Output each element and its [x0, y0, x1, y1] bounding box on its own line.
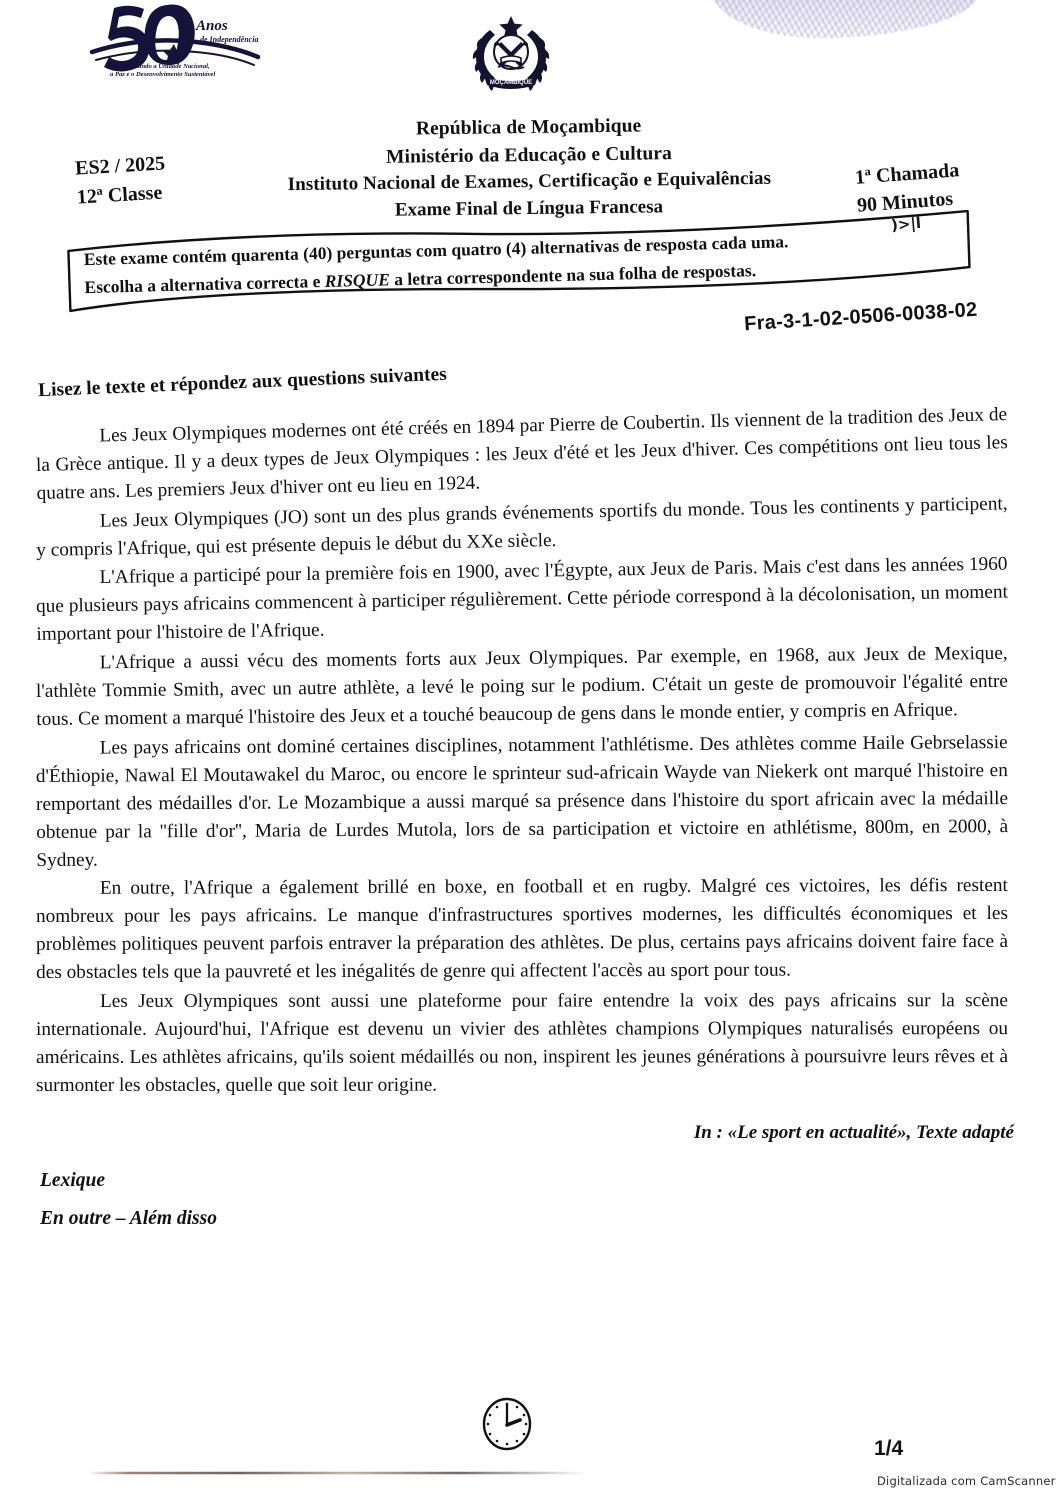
- camscanner-watermark: Digitalizada com CamScanner: [877, 1474, 1056, 1488]
- reading-passage: [35, 404, 1009, 1100]
- document-code: Fra-3-1-02-0506-0038-02: [743, 298, 979, 336]
- instruction-line-2-part-b: a letra correspondente na sua folha de respostas.: [389, 260, 757, 290]
- mozambique-coat-of-arms-icon: [468, 14, 554, 96]
- instruction-line-1: Este exame contém quarenta (40) perguntas com quatro (4) alternativas de resposta cada uma.: [83, 231, 789, 270]
- instruction-emphasis-risque: RISQUE: [324, 269, 391, 292]
- passage-paragraph-2: Les Jeux Olympiques (JO) sont un des plus grands événements sportifs du monde. Tous les continents y participent, y compris l'Afrique, qui est présente depuis le début du XXe siècle.: [36, 492, 1008, 561]
- passage-paragraph-4: L'Afrique a aussi vécu des moments forts aux Jeux Olympiques. Par exemple, en 1968, aux Jeux de Mexique, l'athlète Tommie Smith, avec un autre athlète, a levé le poing sur le podium. C'était un geste de promouvoir l'égalité entre tous. Ce moment a marqué l'histoire des Jeux et a touché beaucoup de gens dans le monde entier, y compris en Afrique.: [35, 642, 1009, 730]
- passage-paragraph-1: Les Jeux Olympiques modernes ont été créés en 1894 par Pierre de Coubertin. Ils viennent de la tradition des Jeux de la Grèce antique. Il y a deux types de Jeux Olympiques : les Jeux d'été et les Jeux d'hiver. Ces compétitions ont lieu tous les quatre ans. Les premiers Jeux d'hiver ont eu lieu en 1924.: [35, 404, 1008, 504]
- lexique-section: [40, 1162, 217, 1238]
- exam-session: 1ª Chamada: [854, 159, 960, 189]
- reading-task-instruction: Lisez le texte et répondez aux questions suivantes: [37, 363, 448, 402]
- svg-text:a Paz e o Desenvolvimento Sust: a Paz e o Desenvolvimento Sustentável: [110, 71, 216, 78]
- svg-text:MOÇAMBIQUE: MOÇAMBIQUE: [489, 80, 533, 86]
- lexique-entry: En outre – Além disso: [40, 1208, 217, 1230]
- exam-duration: 90 Minutos: [856, 188, 954, 218]
- exam-reference-block: [74, 149, 167, 212]
- passage-paragraph-3: L'Afrique a participé pour la première fois en 1900, avec l'Égypte, aux Jeux de Paris. Mais c'est dans les années 1960 que plusieurs pays africains commencent à participer régulièrement. Cette période correspond à la décolonisation, un moment important pour l'histoire de l'Afrique.: [35, 553, 1009, 646]
- svg-text:Consolidando a Unidade Naciona: Consolidando a Unidade Nacional,: [114, 63, 210, 70]
- institute-name: Instituto Nacional de Exames, Certificação e Equivalências: [287, 168, 772, 196]
- exam-title: Exame Final de Língua Francesa: [394, 196, 664, 221]
- ministry-name: Ministério da Educação e Cultura: [385, 142, 673, 168]
- scan-artifact-purple-blob: [712, 0, 980, 38]
- scan-artifact-edge-streak: [88, 1472, 588, 1474]
- handwritten-corner-mark: )>|l: [890, 213, 922, 235]
- svg-text:Anos: Anos: [196, 18, 228, 34]
- passage-paragraph-7: Les Jeux Olympiques sont aussi une plateforme pour faire entendre la voix des pays africains sur la scène internationale. Aujourd'hui, l'Afrique est devenu un vivier des athlètes champions Olympiques naturalisés européens ou américains. Les athlètes africains, qu'ils soient médaillés ou non, inspirent les jeunes générations à poursuivre leurs rêves et à surmonter les obstacles, quelle que soit leur origine.: [35, 989, 1009, 1096]
- passage-paragraph-5: Les pays africains ont dominé certaines disciplines, notamment l'athlétisme. Des athlètes comme Haile Gebrselassie d'Éthiopie, Nawal El Moutawakel du Maroc, ou encore le sprinteur sud-africain Wayde van Niekerk ont marqué l'histoire en remportant des médailles d'or. Le Mozambique a aussi marqué sa présence dans l'histoire du sport africain avec la médaille obtenue par la ''fille d'or'', Maria de Lurdes Mutola, lors de sa participation et victoire en athlétisme, 800m, en 2000, à Sydney.: [35, 731, 1009, 871]
- passage-paragraph-6: En outre, l'Afrique a également brillé en boxe, en football et en rugby. Malgré ces victoires, les défis restent nombreux pour les pays africains. Le manque d'infrastructures sportives modernes, les difficultés économiques et les problèmes politiques peuvent parfois entraver la préparation des athlètes. De plus, certains pays africains doivent faire face à des obstacles tels que la pauvreté et les inégalités de genre qui affectent l'accès au sport pour tous.: [35, 874, 1009, 983]
- independence-50-years-logo: [88, 2, 278, 80]
- lexique-title: Lexique: [40, 1170, 105, 1191]
- page-number: 1/4: [874, 1437, 904, 1460]
- svg-text:de Independência: de Independência: [200, 35, 259, 44]
- country-name: República de Moçambique: [415, 115, 642, 140]
- exam-grade: 12ª Classe: [76, 181, 163, 209]
- instruction-line-2-part-a: Escolha a alternativa correcta e: [84, 271, 325, 298]
- passage-source-attribution: In : «Le sport en actualité», Texte adapté: [693, 1122, 1014, 1143]
- clock-icon: [480, 1396, 534, 1452]
- exam-reference: ES2 / 2025: [74, 152, 166, 180]
